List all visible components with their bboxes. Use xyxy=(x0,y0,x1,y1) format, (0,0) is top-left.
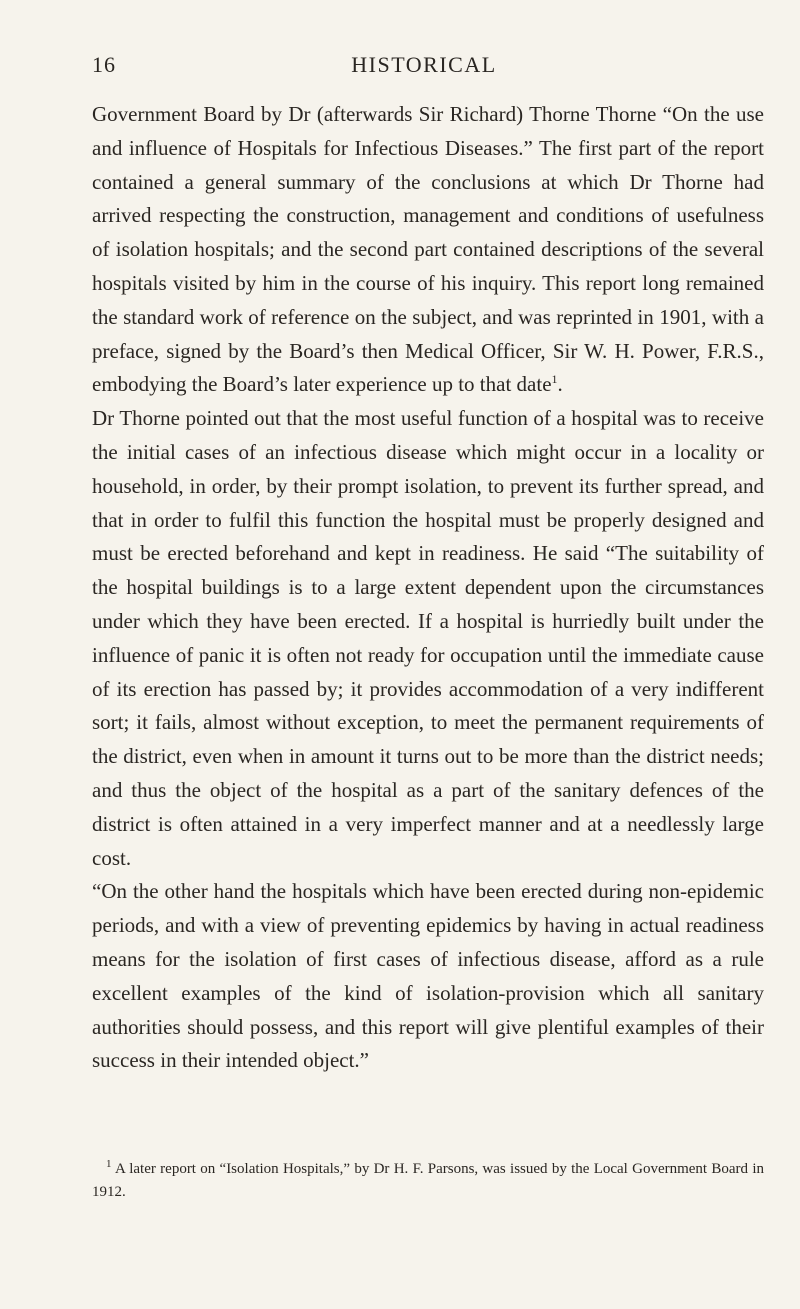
paragraph-2: Dr Thorne pointed out that the most useful function of a hospital was to receive the initial cases of an infectious disease which might occur in a locality or household, in order, by their prompt isolation, to prevent its further spread, and that in order to fulfil this function the hospital must be properly designed and must be erected beforehand and kept in readiness. He said “The suitability of the hospital buildings is to a large extent dependent upon the circumstances under which they have been erected. If a hospital is hurriedly built under the influence of panic it is often not ready for occupation until the immediate cause of its erection has passed by; it provides accommodation of a very indifferent sort; it fails, almost without exception, to meet the permanent requirements of the district, even when in amount it turns out to be more than the district needs; and thus the object of the hospital as a part of the sanitary defences of the district is often attained in a very imperfect manner and at a needlessly large cost. xyxy=(92,406,764,870)
footnote xyxy=(92,1158,764,1204)
running-head xyxy=(92,52,756,82)
footnote-text: A later report on “Isolation Hospitals,” by Dr H. F. Parsons, was issued by the Local Government Board in 1912. xyxy=(92,1161,764,1200)
body-text xyxy=(92,98,764,1078)
paragraph-1: Government Board by Dr (afterwards Sir Richard) Thorne Thorne “On the use and influence of Hospitals for Infectious Diseases.” The first part of the report contained a general summary of the conclusions at which Dr Thorne had arrived respecting the construction, management and conditions of usefulness of isolation hospitals; and the second part contained descriptions of the several hospitals visited by him in the course of his inquiry. This report long remained the standard work of reference on the subject, and was reprinted in 1901, with a preface, signed by the Board’s then Medical Officer, Sir W. H. Power, F.R.S., embodying the Board’s later experience up to that date$^1$. xyxy=(92,102,764,397)
section-title: HISTORICAL xyxy=(351,52,497,77)
page-number: 16 xyxy=(92,52,116,77)
paragraph-3: “On the other hand the hospitals which have been erected during non-epidemic periods, and with a view of preventing epidemics by having in actual readiness means for the isolation of first cases of infectious disease, afford as a rule excellent examples of the kind of isolation-provision which all sanitary authorities should possess, and this report will give plentiful examples of their success in their intended object.” xyxy=(92,879,764,1073)
footnote-mark: 1 xyxy=(106,1158,112,1170)
footnote-reference: 1 xyxy=(551,372,558,387)
paragraph-1-text: Government Board by Dr (afterwards Sir Richard) Thorne Thorne “On the use and influence of Hospitals for Infectious Diseases.” The first part of the report contained a general summary of the conclusions at which Dr Thorne had arrived respecting the construction, management and conditions of usefulness of isolation hospitals; and the second part contained descriptions of the several hospitals visited by him in the course of his inquiry. This report long remained the standard work of reference on the subject, and was reprinted in 1901, with a preface, signed by the Board’s then Medical Officer, Sir W. H. Power, F.R.S., embodying the Board’s later experience up to that date xyxy=(92,102,764,397)
